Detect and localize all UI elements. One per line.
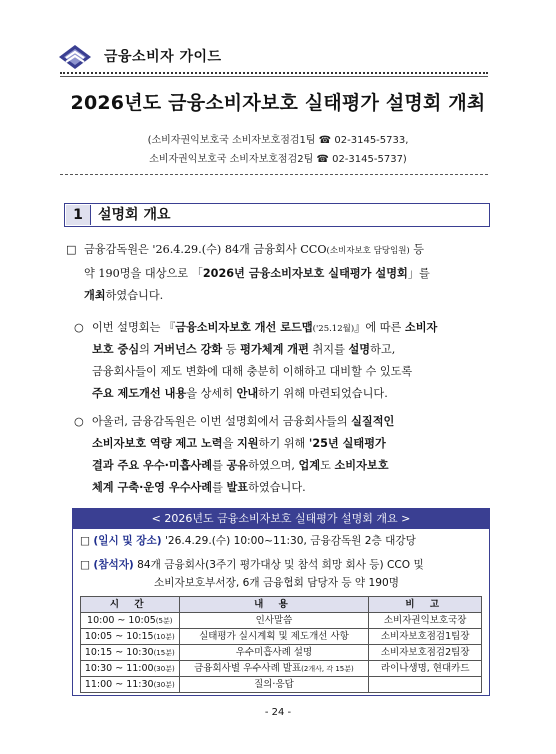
header-divider-solid bbox=[60, 76, 488, 77]
p3-line-3: 결과 주요 우수·미흡사례를 공유하였으며, 업계도 소비자보호 bbox=[92, 459, 389, 472]
p3-line-2: 소비자보호 역량 제고 노력을 지원하기 위해 '25년 실태평가 bbox=[92, 437, 386, 450]
p2-line-2: 보호 중심의 거버넌스 강화 등 평가체계 개편 취지를 설명하고, bbox=[92, 343, 396, 356]
cell-content: 실태평가 실시계획 및 제도개선 사항 bbox=[179, 629, 369, 645]
cell-note: 소비자권익보호국장 bbox=[369, 613, 482, 629]
p2-line-1: 이번 설명회는 『금융소비자보호 개선 로드맵('25.12월)』에 따른 소비자 bbox=[92, 321, 438, 334]
header-divider bbox=[60, 72, 488, 74]
section-divider bbox=[60, 174, 488, 175]
header-note: 비 고 bbox=[369, 597, 482, 613]
cell-time: 10:15 ~ 10:30(15분) bbox=[81, 645, 180, 661]
cell-content: 인사말씀 bbox=[179, 613, 369, 629]
cell-content: 우수미흡사례 설명 bbox=[179, 645, 369, 661]
p1-line-3: 개최하였습니다. bbox=[84, 289, 164, 302]
page-title: 2026년도 금융소비자보호 실태평가 설명회 개최 bbox=[70, 92, 486, 114]
header-title: 금융소비자 가이드 bbox=[104, 49, 222, 65]
page-number: - 24 - bbox=[264, 707, 292, 718]
header-time: 시 간 bbox=[81, 597, 180, 613]
summary-heading: < 2026년도 금융소비자보호 실태평가 설명회 개요 > bbox=[73, 509, 489, 529]
bullet-square: □ bbox=[66, 243, 77, 256]
cell-note: 소비자보호점검2팀장 bbox=[369, 645, 482, 661]
header-content: 내 용 bbox=[179, 597, 369, 613]
chevron-diamond-icon bbox=[58, 44, 92, 70]
section-heading: 설명회 개요 bbox=[98, 207, 171, 223]
contact-line-1: (소비자권익보호국 소비자보호점검1팀 ☎ 02-3145-5733, bbox=[147, 135, 409, 146]
cell-time: 10:05 ~ 10:15(10분) bbox=[81, 629, 180, 645]
bullet-circle: ○ bbox=[74, 415, 84, 428]
table-row bbox=[81, 645, 482, 661]
cell-note bbox=[369, 677, 482, 693]
p3-line-4: 체계 구축·운영 우수사례를 발표하였습니다. bbox=[92, 481, 306, 494]
table-row bbox=[81, 677, 482, 693]
p2-line-4: 주요 제도개선 내용을 상세히 안내하기 위해 마련되었습니다. bbox=[92, 387, 388, 400]
cell-content: 질의·응답 bbox=[179, 677, 369, 693]
cell-time: 11:00 ~ 11:30(30분) bbox=[81, 677, 180, 693]
table-row bbox=[81, 629, 482, 645]
cell-time: 10:30 ~ 11:00(30분) bbox=[81, 661, 180, 677]
cell-note: 라이나생명, 현대카드 bbox=[369, 661, 482, 677]
cell-note: 소비자보호점검1팀장 bbox=[369, 629, 482, 645]
cell-time: 10:00 ~ 10:05(5분) bbox=[81, 613, 180, 629]
summary-item-attendees: □ (참석자) 84개 금융회사(3주기 평가대상 및 참석 희망 회사 등) CCO 및 bbox=[80, 559, 424, 571]
p1-line-2: 약 190명을 대상으로 「2026년 금융소비자보호 실태평가 설명회」를 bbox=[84, 267, 430, 280]
cell-content: 금융회사별 우수사례 발표(2개사, 각 15분) bbox=[179, 661, 369, 677]
p2-line-3: 금융회사들이 제도 변화에 대해 충분히 이해하고 대비할 수 있도록 bbox=[92, 365, 413, 378]
summary-item-datetime: □ (일시 및 장소) '26.4.29.(수) 10:00~11:30, 금융감독원 2층 대강당 bbox=[80, 535, 416, 547]
p3-line-1: 아울러, 금융감독원은 이번 설명회에서 금융회사들의 실질적인 bbox=[92, 415, 395, 428]
contact-line-2: 소비자권익보호국 소비자보호점검2팀 ☎ 02-3145-5737) bbox=[149, 154, 407, 165]
contact-info bbox=[0, 131, 556, 169]
table-header-row bbox=[81, 597, 482, 613]
table-row bbox=[81, 613, 482, 629]
bullet-circle: ○ bbox=[74, 321, 84, 334]
p1-line-1: 금융감독원은 '26.4.29.(수) 84개 금융회사 CCO(소비자보호 담당임원) 등 bbox=[84, 243, 425, 256]
schedule-table bbox=[80, 596, 482, 693]
summary-item-attendees-cont: 소비자보호부서장, 6개 금융협회 담당자 등 약 190명 bbox=[154, 577, 399, 589]
section-number: 1 bbox=[66, 205, 91, 225]
table-row bbox=[81, 661, 482, 677]
